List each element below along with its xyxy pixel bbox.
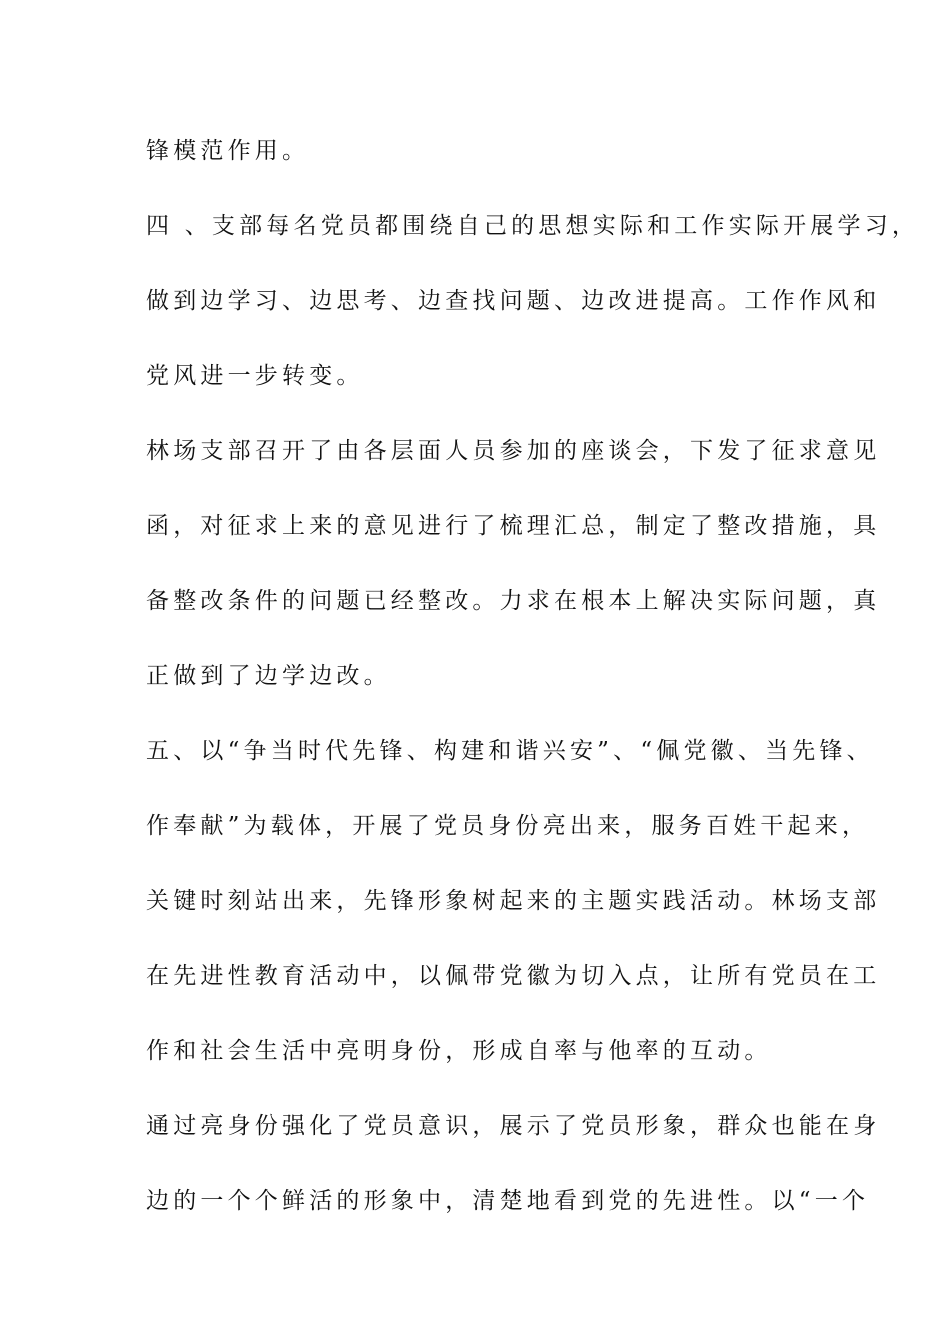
text-line: 五、以“争当时代先锋、构建和谐兴安”、“佩党徽、当先锋、 xyxy=(146,738,874,764)
text-line: 关键时刻站出来，先锋形象树起来的主题实践活动。林场支部 xyxy=(146,888,881,914)
text-line: 备整改条件的问题已经整改。力求在根本上解决实际问题，真 xyxy=(146,588,881,614)
text-line: 在先进性教育活动中，以佩带党徽为切入点，让所有党员在工 xyxy=(146,963,881,989)
text-line: 做到边学习、边思考、边查找问题、边改进提高。工作作风和 xyxy=(146,288,881,314)
text-line: 党风进一步转变。 xyxy=(146,363,364,389)
text-line: 边的一个个鲜活的形象中，清楚地看到党的先进性。以“一个 xyxy=(146,1188,870,1214)
text-line: 作和社会生活中亮明身份，形成自率与他率的互动。 xyxy=(146,1038,772,1064)
text-line: 四 、支部每名党员都围绕自己的思想实际和工作实际开展学习， xyxy=(146,213,920,239)
text-line: 正做到了边学边改。 xyxy=(146,663,391,689)
text-line: 锋模范作用。 xyxy=(146,138,310,164)
text-line: 作奉献”为载体，开展了党员身份亮出来，服务百姓干起来， xyxy=(146,813,870,839)
text-line: 通过亮身份强化了党员意识，展示了党员形象，群众也能在身 xyxy=(146,1113,881,1139)
text-line: 函，对征求上来的意见进行了梳理汇总，制定了整改措施，具 xyxy=(146,513,881,539)
text-line: 林场支部召开了由各层面人员参加的座谈会，下发了征求意见 xyxy=(146,438,881,464)
